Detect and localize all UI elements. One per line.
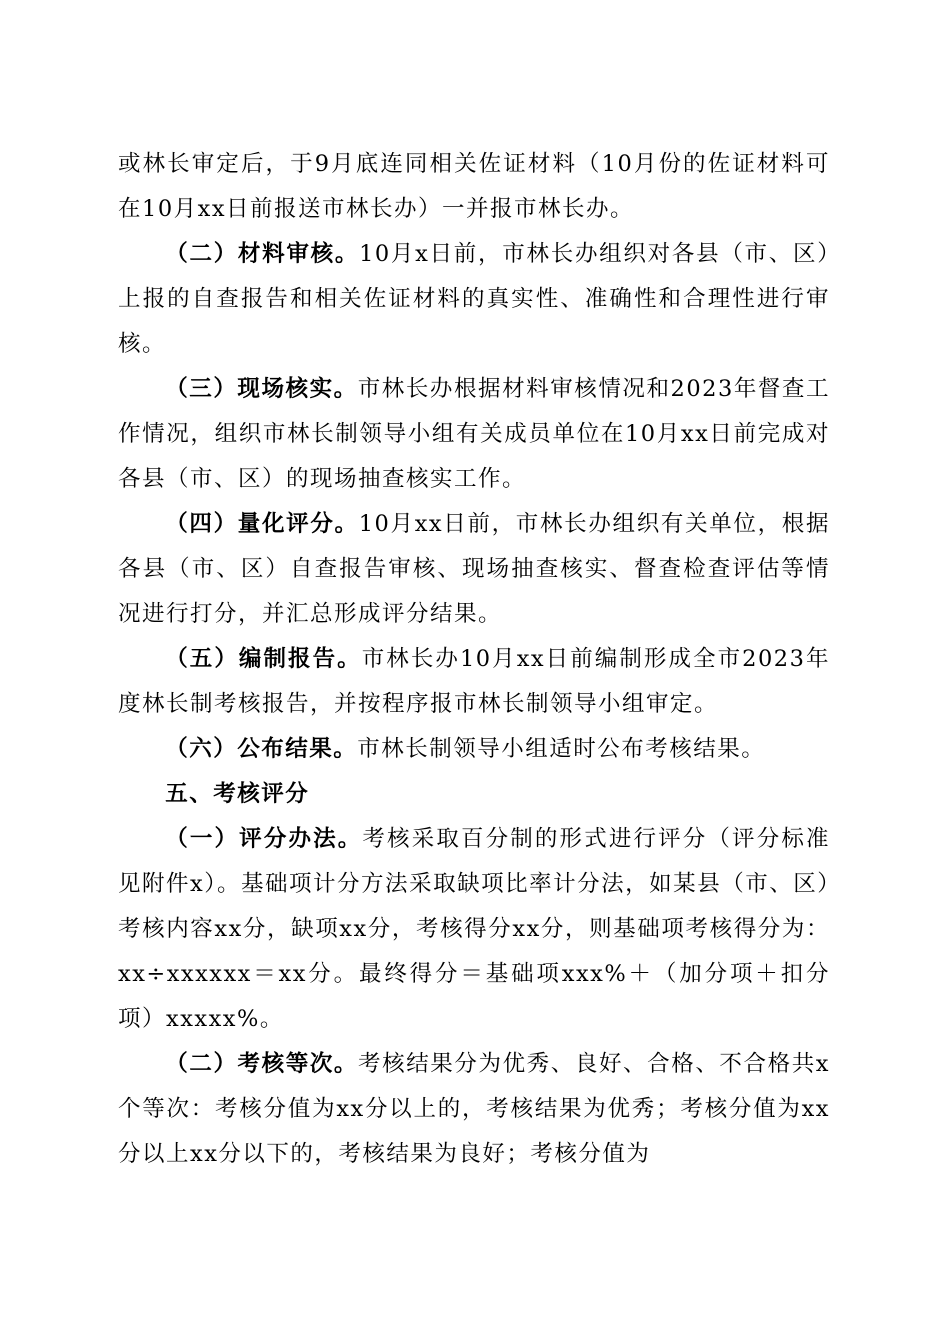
item-lead: （二）考核等次。 (165, 1051, 359, 1077)
step-onsite-verification (118, 367, 830, 502)
step-publish-results (118, 727, 830, 772)
step-text: 市林长办10月xx日前编制形成全市2023年度林长制考核报告，并按程序报市林长制领导小组审定。 (118, 646, 830, 717)
step-compile-report (118, 637, 830, 727)
section-heading: 五、考核评分 (165, 781, 310, 807)
step-text: 10月x日前，市林长办组织对各县（市、区）上报的自查报告和相关佐证材料的真实性、准确性和合理性进行审核。 (118, 241, 830, 357)
item-text: 考核结果分为优秀、良好、合格、不合格共x个等次：考核分值为xx分以上的，考核结果为优秀；考核分值为xx分以上xx分以下的，考核结果为良好；考核分值为 (118, 1051, 830, 1167)
step-lead: （二）材料审核。 (165, 241, 360, 267)
item-text: 考核采取百分制的形式进行评分（评分标准见附件x）。基础项计分方法采取缺项比率计分法，如某县（市、区）考核内容xx分，缺项xx分，考核得分xx分，则基础项考核得分为：xx÷xxxxxx＝xx分。最终得分＝基础项xxx%＋（加分项＋扣分项）xxxxx%。 (118, 826, 830, 1032)
step-text: 市林长制领导小组适时公布考核结果。 (357, 736, 766, 762)
step-lead: （五）编制报告。 (165, 646, 362, 672)
step-lead: （四）量化评分。 (165, 511, 359, 537)
continuation-paragraph: 或林长审定后，于9月底连同相关佐证材料（10月份的佐证材料可在10月xx日前报送市林长办）一并报市林长办。 (118, 151, 830, 222)
step-text: 10月xx日前，市林长办组织有关单位，根据各县（市、区）自查报告审核、现场抽查核实、督查检查评估等情况进行打分，并汇总形成评分结果。 (118, 511, 830, 627)
step-lead: （六）公布结果。 (165, 736, 358, 762)
step-material-review (118, 232, 830, 367)
step-text: 市林长办根据材料审核情况和2023年督查工作情况，组织市林长制领导小组有关成员单位在10月xx日前完成对各县（市、区）的现场抽查核实工作。 (118, 376, 830, 492)
step-lead: （三）现场核实。 (165, 376, 358, 402)
assessment-grades-paragraph (118, 1042, 830, 1177)
item-lead: （一）评分办法。 (165, 826, 363, 852)
document-body (118, 142, 830, 1177)
step-quantified-scoring (118, 502, 830, 637)
scoring-method-paragraph (118, 817, 830, 1042)
